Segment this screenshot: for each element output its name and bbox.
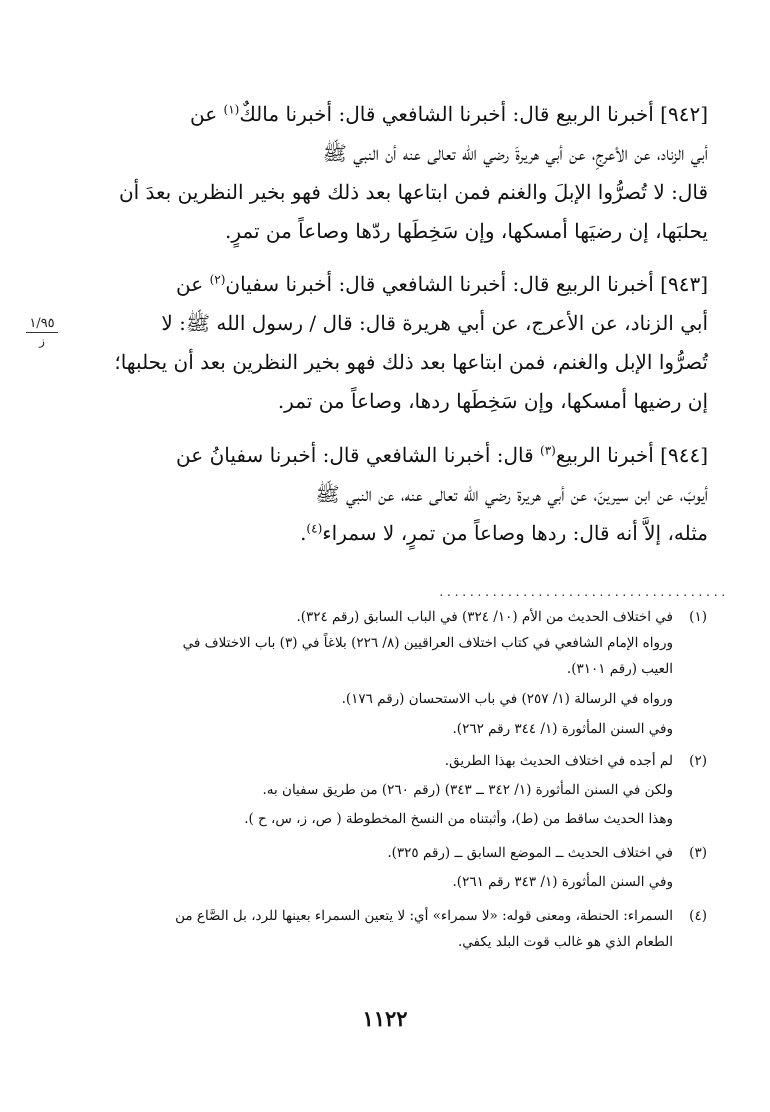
footnote-1-line-1: [62, 604, 707, 630]
footnote-1: [62, 604, 707, 742]
footnote-3-text-1: في اختلاف الحديث ــ الموضع السابق ــ (رقم ٣٢٥).: [387, 845, 673, 861]
footnote-1-line-4: ورواه في الرسالة (١/ ٢٥٧) في باب الاستحسان (رقم ١٧٦).: [341, 691, 673, 707]
footnote-1-text-1: في اختلاف الحديث من الأم (١٠/ ٣٢٤) في الباب السابق (رقم ٣٢٤).: [296, 609, 673, 625]
footnote-1-number: (١): [689, 609, 707, 625]
hadith-942-text-1: [٩٤٢] أخبرنا الربيع قال: أخبرنا الشافعي قال: أخبرنا مالكٌ: [239, 102, 708, 126]
hadith-943: [68, 265, 708, 421]
footnote-4-number: (٤): [689, 908, 707, 924]
hadith-943-tail: عن: [176, 272, 210, 296]
footnote-1-line-5: وفي السنن المأثورة (١/ ٣٤٤ رقم ٢٦٢).: [452, 721, 673, 737]
footnote-ref-2[interactable]: (٢): [209, 272, 226, 287]
hadith-944-line-3: [68, 514, 708, 553]
footnote-ref-3[interactable]: (٣): [540, 443, 556, 458]
hadith-942-tail: عن: [189, 102, 224, 126]
footnote-1-line-2: ورواه الإمام الشافعي في كتاب اختلاف العراقيين (٨/ ٢٢٦) بلاغاً في (٣) باب الاختلاف في: [182, 635, 673, 651]
margin-marker-letter: ز: [39, 334, 45, 348]
footnote-4-text-1: السمراء: الحنطة، ومعنى قوله: «لا سمراء» أي: لا يتعين السمراء بعينها للرد، بل الصَّاع من: [175, 908, 673, 924]
footnote-ref-1[interactable]: (١): [223, 102, 240, 117]
hadith-943-text-1: [٩٤٣] أخبرنا الربيع قال: أخبرنا الشافعي قال: أخبرنا سفيان: [225, 272, 708, 296]
footnote-4-line-1: [62, 903, 707, 929]
footnote-2: [62, 748, 707, 832]
hadith-942-line-3: قال: لا تُصرُّوا الإبلَ والغنم فمن ابتاعها بعد ذلك فهو بخير النظرين بعدَ أن: [118, 180, 708, 204]
footnote-2-line-1: [62, 748, 707, 774]
hadith-944-text-1: [٩٤٤] أخبرنا الربيع: [555, 443, 708, 467]
hadith-944-end: .: [300, 521, 307, 545]
hadith-943-line-3: تُصرُّوا الإبل والغنم، فمن ابتاعها بعد ذلك فهو بخير النظرين بعد أن يحلبها؛: [114, 350, 708, 374]
footnote-2-text-1: لم أجده في اختلاف الحديث بهذا الطريق.: [444, 753, 673, 769]
margin-marker-fraction: ١/٩٥: [29, 316, 55, 331]
footnote-3: [62, 840, 707, 895]
footnote-2-line-3: وهذا الحديث ساقط من (ط)، وأثبتناه من النسخ المخطوطة ( ص، ز، س، ح ).: [244, 811, 673, 827]
hadith-942: [68, 95, 708, 251]
hadith-944-line-1: [68, 436, 708, 475]
page-number: ١١٢٢: [362, 1006, 408, 1031]
footnote-3-number: (٣): [689, 845, 707, 861]
footnote-1-line-3: العيب (رقم ٣١٠١).: [566, 661, 673, 677]
margin-marker-bar: [26, 332, 58, 333]
footnote-2-number: (٢): [689, 753, 707, 769]
hadith-943-line-1: [68, 265, 708, 304]
hadith-944-text-3: مثله، إلاَّ أنه قال: ردها وصاعاً من تمرٍ، لا سمراء: [322, 521, 708, 545]
hadith-942-line-1: [68, 95, 708, 134]
footnote-3-line-1: [62, 840, 707, 866]
footnote-ref-4[interactable]: (٤): [306, 521, 323, 536]
footnotes: [62, 604, 707, 955]
hadith-942-line-2: أبي الزناد، عن الأعرجِ، عن أبي هريرةَ رضي الله تعالى عنه أن النبي ﷺ: [322, 141, 708, 165]
hadith-944: [68, 436, 708, 553]
footnote-3-line-2: وفي السنن المأثورة (١/ ٣٤٣ رقم ٢٦١).: [452, 874, 673, 890]
footnote-4: [62, 903, 707, 955]
hadith-943-line-2: أبي الزناد، عن الأعرج، عن أبي هريرة قال: قال / رسول الله ﷺ: لا: [161, 311, 708, 335]
hadith-944-tail: قال: أخبرنا الشافعي قال: أخبرنا سفيانُ عن: [176, 443, 541, 467]
hadith-944-line-2: أيوبَ، عن ابن سيرينَ، عن أبي هريرة رضي الله تعالى عنه، عن النبي ﷺ: [315, 482, 708, 506]
footnote-4-line-2: الطعام الذي هو غالب قوت البلد يكفي.: [457, 934, 673, 950]
hadith-943-line-4: إن رضيها أمسكها، وإن سَخِطَها ردها، وصاعاً من تمر.: [277, 389, 708, 413]
margin-page-marker: [22, 317, 62, 348]
footnote-2-line-2: ولكن في السنن المأثورة (١/ ٣٤٢ ــ ٣٤٣) (رقم ٢٦٠) من طريق سفيان به.: [262, 782, 673, 798]
hadith-942-line-4: يحلبَها، إن رضيَها أمسكها، وإن سَخِطَها ردّها وصاعاً من تمرٍ.: [225, 219, 708, 243]
footnote-separator: ......................................: [438, 586, 728, 599]
